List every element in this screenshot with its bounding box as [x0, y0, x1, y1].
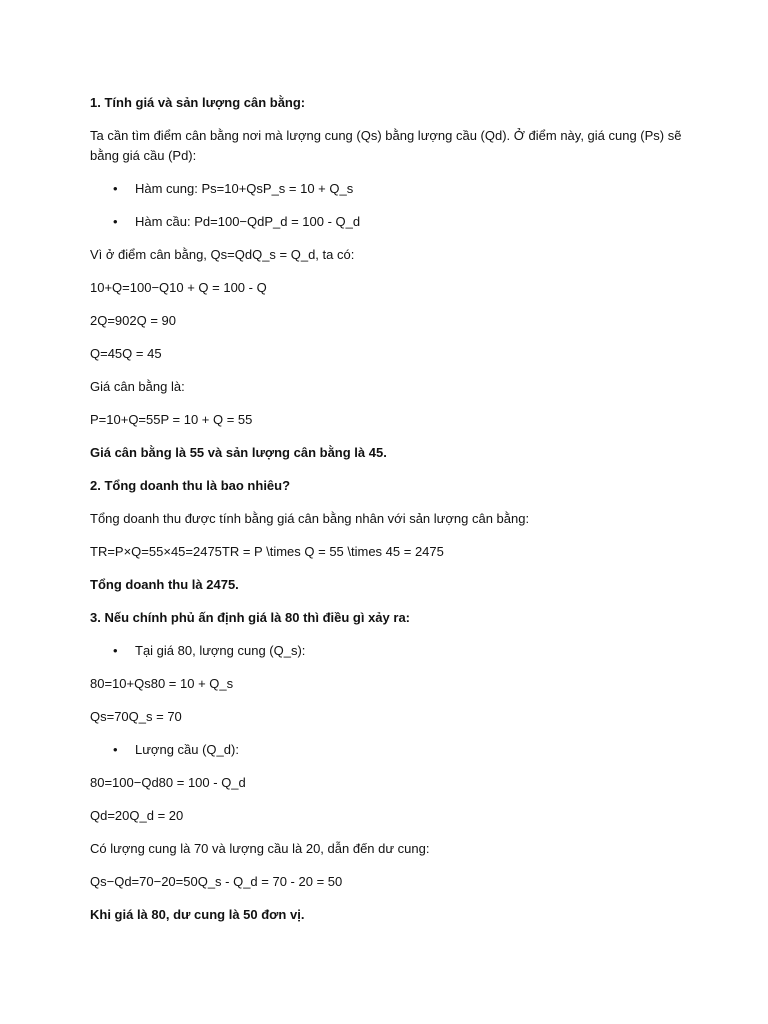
equation-5: 80=10+Qs80 = 10 + Q_s	[90, 676, 234, 691]
equation-7: 80=100−Qd80 = 100 - Q_d	[90, 775, 246, 790]
equation-revenue: TR=P×Q=55×45=2475TR = P \times Q = 55 \times 45 = 2475	[90, 544, 444, 559]
bullet-supply-function: • Hàm cung: Ps=10+QsP_s = 10 + Q_s	[90, 179, 688, 199]
paragraph-intro: Ta cần tìm điểm cân bằng nơi mà lượng cung (Qs) bằng lượng cầu (Qd). Ở điểm này, giá cung (Ps) sẽ bằng giá cầu (Pd):	[90, 128, 682, 163]
bullet-supply-at-80: • Tại giá 80, lượng cung (Q_s):	[90, 641, 688, 661]
conclusion-3: Khi giá là 80, dư cung là 50 đơn vị.	[90, 907, 305, 922]
conclusion-1: Giá cân bằng là 55 và sản lượng cân bằng là 45.	[90, 445, 387, 460]
paragraph-equilibrium-condition: Vì ở điểm cân bằng, Qs=QdQ_s = Q_d, ta có:	[90, 247, 355, 262]
paragraph-revenue: Tổng doanh thu được tính bằng giá cân bằng nhân với sản lượng cân bằng:	[90, 511, 530, 526]
equation-1: 10+Q=100−Q10 + Q = 100 - Q	[90, 280, 267, 295]
equation-surplus: Qs−Qd=70−20=50Q_s - Q_d = 70 - 20 = 50	[90, 874, 343, 889]
bullet-demand-at-80: • Lượng cầu (Q_d):	[90, 740, 688, 760]
heading-section-3: 3. Nếu chính phủ ấn định giá là 80 thì điều gì xảy ra:	[90, 610, 410, 625]
equation-6: Qs=70Q_s = 70	[90, 709, 182, 724]
paragraph-surplus: Có lượng cung là 70 và lượng cầu là 20, dẫn đến dư cung:	[90, 841, 430, 856]
equation-3: Q=45Q = 45	[90, 346, 162, 361]
heading-section-2: 2. Tổng doanh thu là bao nhiêu?	[90, 478, 291, 493]
conclusion-2: Tổng doanh thu là 2475.	[90, 577, 239, 592]
equation-8: Qd=20Q_d = 20	[90, 808, 184, 823]
heading-section-1: 1. Tính giá và sản lượng cân bằng:	[90, 95, 306, 110]
paragraph-equilibrium-price: Giá cân bằng là:	[90, 379, 185, 394]
equation-4: P=10+Q=55P = 10 + Q = 55	[90, 412, 253, 427]
bullet-demand-function: • Hàm cầu: Pd=100−QdP_d = 100 - Q_d	[90, 212, 688, 232]
equation-2: 2Q=902Q = 90	[90, 313, 177, 328]
